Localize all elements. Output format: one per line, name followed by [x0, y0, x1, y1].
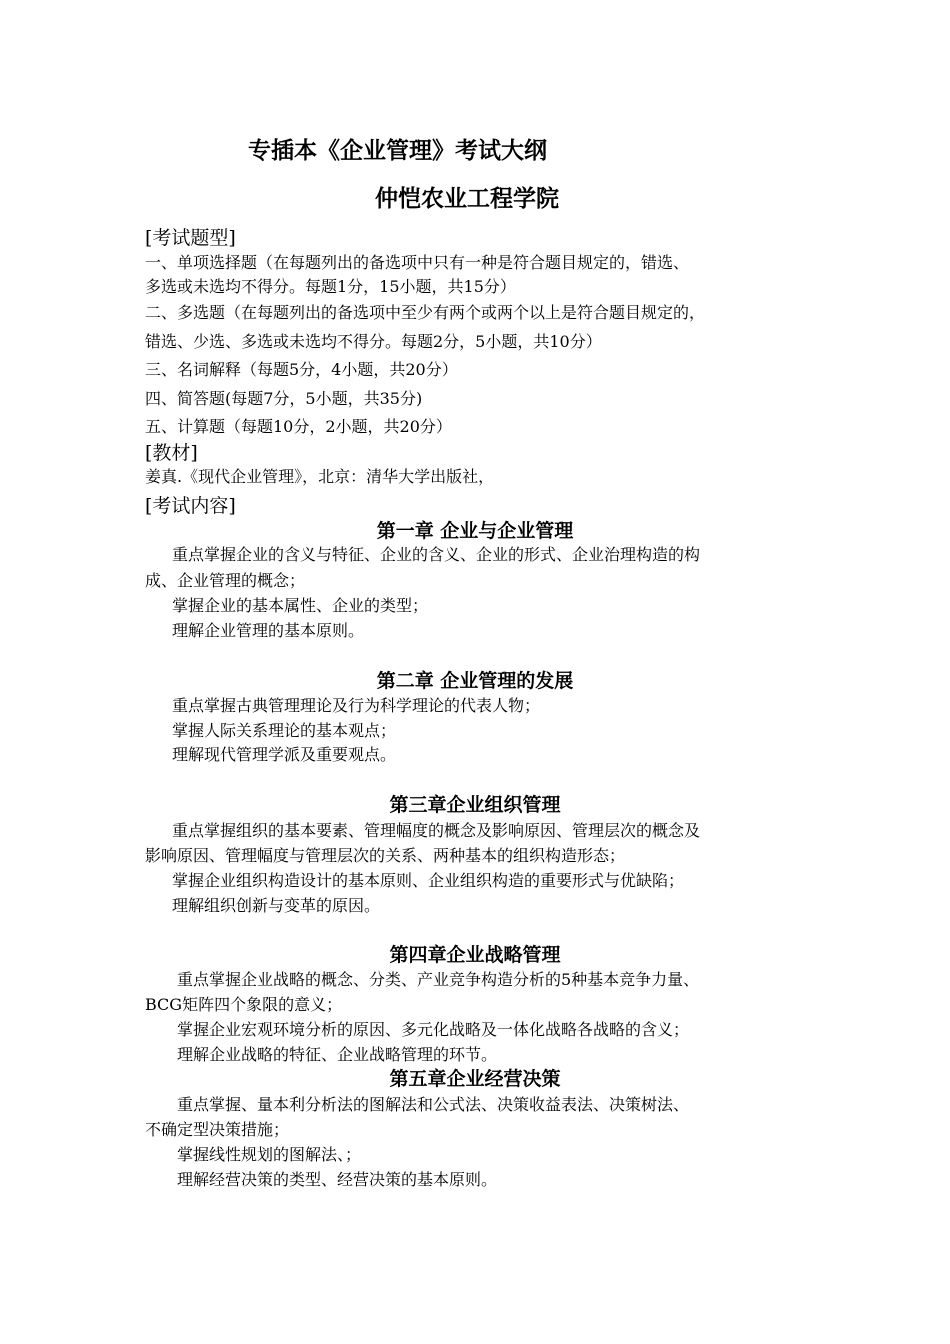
exam-type-line: 四、简答题(每题7分，5小题，共35分): [145, 389, 423, 408]
chapter-5-line: 掌握线性规划的图解法、；: [177, 1145, 362, 1164]
chapter-3-line: 掌握企业组织构造设计的基本原则、企业组织构造的重要形式与优缺陷；: [172, 871, 685, 890]
chapter-3-line: 理解组织创新与变革的原因。: [172, 896, 381, 915]
chapter-1-line: 理解企业管理的基本原则。: [172, 621, 365, 640]
chapter-5-line: 重点掌握、量本利分析法的图解法和公式法、决策收益表法、决策树法、: [177, 1095, 690, 1114]
chapter-1-line: 掌握企业的基本属性、企业的类型；: [172, 596, 429, 615]
chapter-4-line: BCG矩阵四个象限的意义；: [145, 995, 343, 1014]
section-heading-textbook: [教材]: [145, 442, 198, 464]
chapter-3-line: 重点掌握组织的基本要素、管理幅度的概念及影响原因、管理层次的概念及: [172, 821, 701, 840]
school-name: 仲恺农业工程学院: [375, 186, 559, 212]
chapter-1-title: 第一章 企业与企业管理: [376, 520, 574, 542]
chapter-4-line: 重点掌握企业战略的概念、分类、产业竞争构造分析的5种基本竞争力量、: [177, 970, 700, 989]
exam-type-line: 五、计算题（每题10分，2小题，共20分）: [145, 417, 452, 436]
chapter-4-line: 理解企业战略的特征、企业战略管理的环节。: [177, 1045, 498, 1064]
chapter-3-line: 影响原因、管理幅度与管理层次的关系、两种基本的组织构造形态；: [145, 846, 626, 865]
chapter-4-title: 第四章企业战略管理: [389, 944, 561, 966]
chapter-2-line: 掌握人际关系理论的基本观点；: [172, 721, 397, 740]
chapter-5-line: 不确定型决策措施；: [145, 1120, 290, 1139]
chapter-2-line: 重点掌握古典管理理论及行为科学理论的代表人物；: [172, 696, 541, 715]
section-heading-exam-types: [考试题型]: [145, 227, 236, 249]
section-heading-exam-content: [考试内容]: [145, 495, 236, 517]
chapter-2-line: 理解现代管理学派及重要观点。: [172, 745, 397, 764]
chapter-3-title: 第三章企业组织管理: [389, 794, 561, 816]
chapter-5-line: 理解经营决策的类型、经营决策的基本原则。: [177, 1170, 498, 1189]
chapter-4-line: 掌握企业宏观环境分析的原因、多元化战略及一体化战略各战略的含义；: [177, 1020, 690, 1039]
exam-type-line: 错选、少选、多选或未选均不得分。每题2分，5小题，共10分）: [145, 332, 602, 351]
chapter-1-line: 成、企业管理的概念；: [145, 571, 306, 590]
exam-type-line: 三、名词解释（每题5分，4小题，共20分）: [145, 360, 458, 379]
chapter-2-title: 第二章 企业管理的发展: [376, 670, 574, 692]
exam-type-line: 二、多选题（在每题列出的备选项中至少有两个或两个以上是符合题目规定的，: [145, 303, 706, 322]
document-title: 专插本《企业管理》考试大纲: [248, 138, 547, 164]
chapter-1-line: 重点掌握企业的含义与特征、企业的含义、企业的形式、企业治理构造的构: [172, 545, 701, 564]
exam-type-line: 一、单项选择题（在每题列出的备选项中只有一种是符合题目规定的，错选、: [145, 253, 690, 272]
textbook-line: 姜真.《现代企业管理》，北京：清华大学出版社，: [145, 467, 495, 486]
exam-type-line: 多选或未选均不得分。每题1分，15小题，共15分）: [145, 277, 516, 296]
chapter-5-title: 第五章企业经营决策: [389, 1068, 561, 1090]
